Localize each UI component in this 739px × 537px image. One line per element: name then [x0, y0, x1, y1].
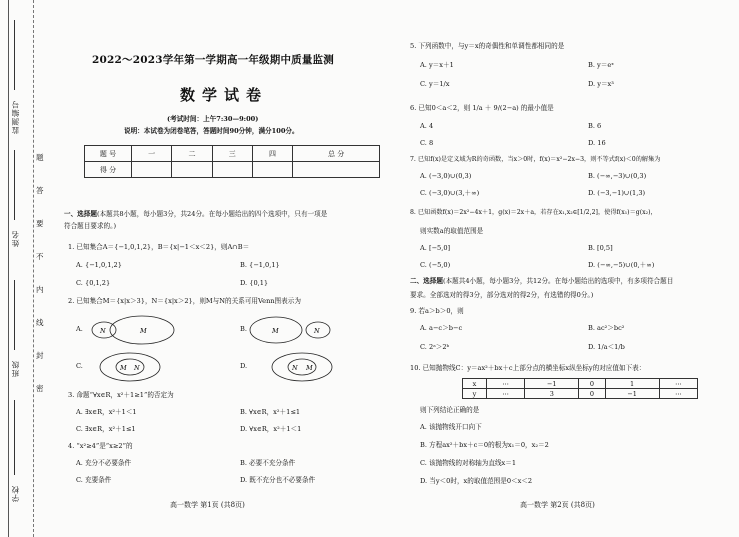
section1-desc-line2: 符合题目要求的。)	[64, 222, 117, 230]
score-blank	[252, 162, 292, 178]
score-blank	[172, 162, 212, 178]
exam-number-label: 监测编号	[11, 100, 20, 134]
school-blank	[14, 400, 15, 475]
q4-option-c: C. 充要条件	[76, 476, 112, 484]
q8-option-c: C. (−5,0)	[420, 261, 451, 269]
q2-option-d: D.	[240, 362, 248, 370]
q8-option-a: A. [−5,0]	[420, 244, 451, 252]
seal-char: 封	[36, 351, 44, 360]
q5-option-c: C. y＝1/x	[420, 80, 450, 88]
q7-stem: 7. 已知f(x)是定义域为R的奇函数，当x＞0时，f(x)＝x²−2x−3，则不等式f(x)＜0的解集为	[410, 156, 661, 163]
score-cell: 题 号	[85, 146, 132, 162]
venn-diagram-b	[248, 313, 338, 347]
class-blank	[14, 280, 15, 350]
score-blank	[132, 162, 172, 178]
seal-char: 内	[36, 285, 44, 294]
seal-char: 答	[36, 186, 44, 195]
seal-char: 线	[36, 318, 44, 327]
name-label: 姓名	[11, 230, 20, 247]
score-table	[84, 145, 380, 178]
q3-option-d: D. ∀x∈R，x²＋1＜1	[240, 425, 302, 433]
q4-option-d: D. 既不充分也不必要条件	[240, 476, 316, 484]
q10-option-d: D. 当y＜0时，x的取值范围是0＜x＜2	[420, 477, 533, 485]
q10-lead: 则下列结论正确的是	[420, 406, 480, 414]
venn-diagram-a	[86, 313, 176, 347]
score-cell: 二	[172, 146, 212, 162]
venn-label-n: N	[100, 327, 106, 335]
q7-option-c: C. (−3,0)∪(3,＋∞)	[420, 189, 480, 197]
venn-label-n: N	[292, 364, 298, 372]
q4-option-a: A. 充分不必要条件	[76, 459, 132, 467]
q3-option-a: A. ∃x∈R，x²＋1＜1	[76, 408, 137, 416]
table-cell: ⋯	[659, 379, 697, 389]
q10-value-table	[462, 378, 698, 399]
q4-stem: 4. “x²≥4”是“x≥2”的	[68, 442, 133, 450]
table-cell: 3	[525, 389, 579, 399]
q5-option-a: A. y＝x＋1	[420, 61, 454, 69]
seal-char: 密	[36, 384, 44, 393]
venn-label-m: M	[120, 364, 127, 372]
q1-option-c: C. {0,1,2}	[76, 279, 111, 287]
q2-option-b: B.	[240, 325, 247, 333]
section1-desc-line1: 一、选择题(本题共8小题，每小题3分，共24分。在每小题给出的四个选项中，只有一项是	[64, 210, 328, 218]
q10-stem: 10. 已知抛物线C：y＝ax²＋bx＋c上部分点的横坐标x纵坐标y的对应值如下表：	[410, 364, 646, 372]
score-cell: 四	[252, 146, 292, 162]
score-blank	[212, 162, 252, 178]
margin-rule	[8, 0, 9, 537]
seal-line	[33, 0, 34, 537]
seal-char: 不	[36, 252, 44, 261]
q9-option-c: C. 2ᵃ＞2ᵇ	[420, 343, 450, 351]
q7-option-a: A. (−3,0)∪(0,3)	[420, 172, 472, 180]
table-cell: 1	[605, 379, 659, 389]
q7-option-b: B. (−∞,−3)∪(0,3)	[588, 172, 647, 180]
q8-option-b: B. [0,5]	[588, 244, 613, 252]
q6-option-c: C. 8	[420, 139, 434, 147]
table-cell: 0	[579, 389, 605, 399]
venn-diagram-c	[86, 350, 176, 384]
q5-option-b: B. y＝eˣ	[588, 61, 615, 69]
q8-stem-line1: 8. 已知函数f(x)＝2x²−4x＋1，g(x)＝2x＋a，若存在x₁,x₂∈[1/2,2]，使得f(x₁)＝g(x₂)，	[410, 209, 657, 216]
table-cell: ⋯	[486, 389, 524, 399]
table-cell: y	[463, 389, 487, 399]
table-cell: x	[463, 379, 487, 389]
q1-stem: 1. 已知集合A＝{−1,0,1,2}，B＝{x|−1＜x＜2}，则A∩B＝	[68, 243, 250, 251]
venn-label-n: N	[134, 364, 140, 372]
binding-margin	[0, 0, 52, 537]
q8-stem-line2: 则实数a的取值范围是	[420, 227, 484, 235]
table-cell: ⋯	[659, 389, 697, 399]
section1-heading: 一、选择题	[64, 210, 97, 218]
section2-desc-line1: 二、选择题(本题共4小题，每小题3分，共12分。在每小题给出的选项中，有多项符合题目	[410, 277, 674, 285]
q4-option-b: B. 必要不充分条件	[240, 459, 296, 467]
table-cell: −1	[605, 389, 659, 399]
q6-stem: 6. 已知0＜a＜2，则 1/a ＋ 9/(2−a) 的最小值是	[410, 104, 554, 112]
class-label: 班级	[11, 360, 20, 377]
venn-label-m: M	[272, 327, 279, 335]
score-blank	[293, 162, 380, 178]
score-cell: 三	[212, 146, 252, 162]
q10-row-y	[463, 389, 698, 399]
q3-option-c: C. ∃x∈R，x²＋1≤1	[76, 425, 136, 433]
venn-label-m: M	[140, 327, 147, 335]
table-cell: −1	[525, 379, 579, 389]
q9-option-d: D. 1/a＜1/b	[588, 343, 625, 351]
table-cell: ⋯	[486, 379, 524, 389]
q5-option-d: D. y＝x³	[588, 80, 614, 88]
score-cell: 得 分	[85, 162, 132, 178]
q2-stem: 2. 已知集合M＝{x|x＞3}，N＝{x|x＞2}，则M与N的关系可用Venn图表示为	[68, 297, 301, 305]
page-footer-right: 高一数学 第2页 (共8页)	[520, 501, 595, 509]
q9-option-a: A. a−c＞b−c	[420, 324, 463, 332]
q8-option-d: D. (−∞,−5)∪(0,＋∞)	[588, 261, 655, 269]
table-cell: 0	[579, 379, 605, 389]
name-blank	[14, 150, 15, 220]
q10-option-b: B. 方程ax²＋bx＋c＝0的根为x₁＝0，x₂＝2	[420, 441, 549, 449]
q6-option-d: D. 16	[588, 139, 606, 147]
seal-char: 题	[36, 153, 44, 162]
instructions: 说明：本试卷为闭卷笔答，答题时间90分钟，满分100分。	[124, 127, 299, 135]
q5-stem: 5. 下列函数中，与y＝x的奇偶性和单调性都相同的是	[410, 42, 565, 50]
venn-diagram-d	[258, 350, 348, 384]
q1-option-b: B. {−1,0,1}	[240, 261, 280, 269]
q7-option-d: D. (−3,−1)∪(1,3)	[588, 189, 646, 197]
q3-option-b: B. ∀x∈R，x²＋1≤1	[240, 408, 301, 416]
score-value-row	[85, 162, 380, 178]
exam-time: (考试时间：上午7:30—9:00)	[167, 115, 259, 123]
school-label: 学校	[11, 485, 20, 502]
exam-title: 2022～2023学年第一学期高一年级期中质量监测	[92, 54, 334, 66]
score-cell: 总 分	[293, 146, 380, 162]
q2-option-a: A.	[76, 325, 83, 333]
q9-stem: 9. 若a＞b＞0，则	[410, 307, 464, 315]
section2-heading: 二、选择题	[410, 277, 443, 285]
q10-option-a: A. 该抛物线开口向下	[420, 423, 482, 431]
q1-option-d: D. {0,1}	[240, 279, 269, 287]
q1-option-a: A. {−1,0,1,2}	[76, 261, 122, 269]
venn-label-m: M	[306, 364, 313, 372]
q10-option-c: C. 该抛物线的对称轴为直线x＝1	[420, 459, 517, 467]
q10-row-x	[463, 379, 698, 389]
score-header-row	[85, 146, 380, 162]
q9-option-b: B. ac²＞bc²	[588, 324, 625, 332]
section2-desc-line2: 要求。全部选对的得3分，部分选对的得2分，有选错的得0分。)	[410, 291, 594, 299]
subject-title: 数学试卷	[180, 86, 269, 104]
q2-option-c: C.	[76, 362, 83, 370]
score-cell: 一	[132, 146, 172, 162]
page-footer-left: 高一数学 第1页 (共8页)	[170, 501, 245, 509]
exam-number-blank	[14, 20, 15, 90]
q3-stem: 3. 命题“∀x∈R，x²＋1≥1”的否定为	[68, 391, 174, 399]
venn-label-n: N	[314, 327, 320, 335]
seal-char: 要	[36, 219, 44, 228]
q6-option-a: A. 4	[420, 122, 434, 130]
q6-option-b: B. 6	[588, 122, 602, 130]
